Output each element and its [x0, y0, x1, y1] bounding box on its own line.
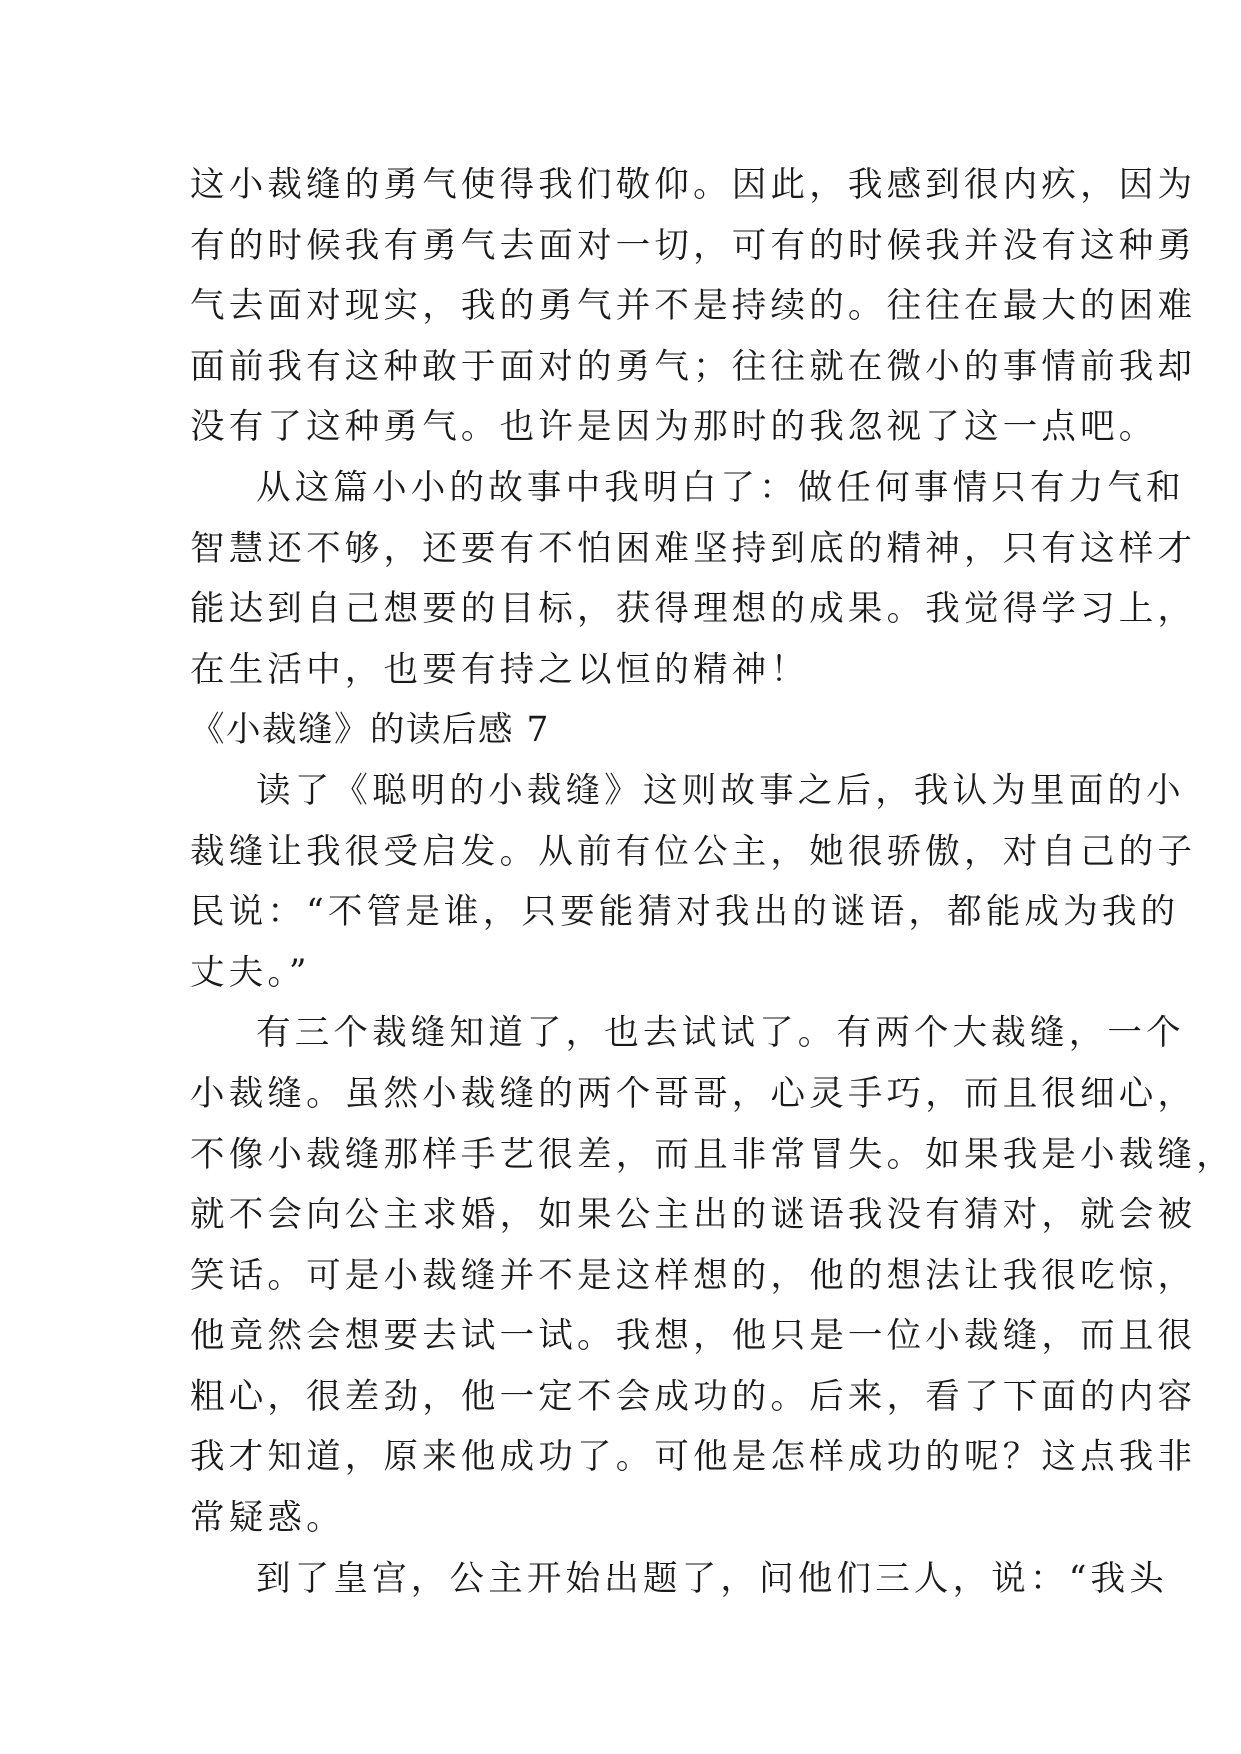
text-line: 在生活中，也要有持之以恒的精神！ [190, 649, 810, 690]
text-line: 有三个裁缝知道了，也去试试了。有两个大裁缝，一个 [256, 1013, 1185, 1054]
paragraph-1 [190, 155, 1197, 458]
text-line: 笑话。可是小裁缝并不是这样想的，他的想法让我很吃惊， [190, 1255, 1197, 1296]
text-line: 民说：“不管是谁，只要能猜对我出的谜语，都能成为我的 [190, 892, 1180, 933]
text-line: 从这篇小小的故事中我明白了：做任何事情只有力气和 [256, 467, 1185, 508]
paragraph-4 [190, 1003, 1235, 1548]
section-heading: 《小裁缝》的读后感 7 [190, 710, 550, 751]
document-body [190, 155, 1235, 1609]
text-line: 我才知道，原来他成功了。可他是怎样成功的呢？这点我非 [190, 1437, 1197, 1478]
text-line: 粗心，很差劲，他一定不会成功的。后来，看了下面的内容 [190, 1376, 1197, 1417]
paragraph-5 [190, 1549, 1168, 1610]
text-line: 就不会向公主求婚，如果公主出的谜语我没有猜对，就会被 [190, 1195, 1197, 1236]
paragraph-3 [190, 761, 1197, 1003]
paragraph-2 [190, 458, 1197, 700]
text-line: 不像小裁缝那样手艺很差，而且非常冒失。如果我是小裁缝， [190, 1134, 1235, 1175]
text-line: 到了皇宫，公主开始出题了，问他们三人，说：“我头 [256, 1558, 1168, 1599]
text-line: 气去面对现实，我的勇气并不是持续的。往往在最大的困难 [190, 286, 1197, 327]
text-line: 智慧还不够，还要有不怕困难坚持到底的精神，只有这样才 [190, 528, 1197, 569]
text-line: 常疑惑。 [190, 1498, 345, 1539]
text-line: 有的时候我有勇气去面对一切，可有的时候我并没有这种勇 [190, 225, 1197, 266]
text-line: 裁缝让我很受启发。从前有位公主，她很骄傲，对自己的子 [190, 831, 1197, 872]
text-line: 他竟然会想要去试一试。我想，他只是一位小裁缝，而且很 [190, 1316, 1197, 1357]
text-line: 能达到自己想要的目标，获得理想的成果。我觉得学习上， [190, 589, 1197, 630]
text-line: 读了《聪明的小裁缝》这则故事之后，我认为里面的小 [256, 770, 1185, 811]
text-line: 面前我有这种敢于面对的勇气；往往就在微小的事情前我却 [190, 346, 1197, 387]
text-line: 丈夫。” [190, 952, 311, 993]
text-line: 没有了这种勇气。也许是因为那时的我忽视了这一点吧。 [190, 407, 1158, 448]
text-line: 这小裁缝的勇气使得我们敬仰。因此，我感到很内疚，因为 [190, 165, 1197, 205]
text-line: 小裁缝。虽然小裁缝的两个哥哥，心灵手巧，而且很细心， [190, 1073, 1197, 1114]
